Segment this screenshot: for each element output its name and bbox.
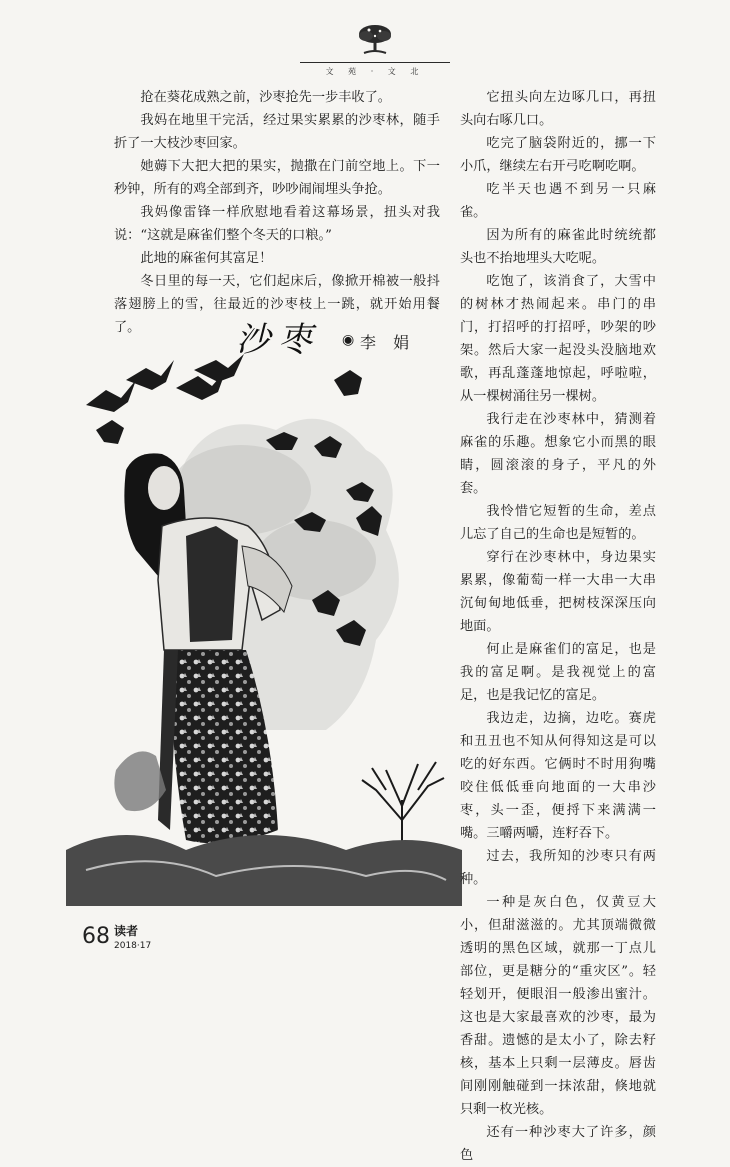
right-paragraph: 何止是麻雀们的富足，也是我的富足啊。是我视觉上的富足，也是我记忆的富足。	[460, 642, 656, 703]
right-paragraph: 我边走，边摘，边吃。赛虎和丑丑也不知从何得知这是可以吃的好东西。它俩时不时用狗嘴咬住低低垂向地面的一大串沙枣，头一歪，便捋下来满满一嘴。三嚼两嚼，连籽吞下。	[460, 711, 656, 841]
girl-with-birds-illustration	[66, 350, 462, 906]
article-author: 李 娟	[360, 333, 416, 352]
right-paragraph: 我怜惜它短暂的生命，差点儿忘了自己的生命也是短暂的。	[460, 504, 656, 542]
right-paragraph: 穿行在沙枣林中，身边果实累累，像葡萄一样一大串一大串沉甸甸地低垂，把树枝深深压向地面。	[460, 550, 656, 634]
tree-icon	[356, 22, 394, 56]
left-paragraph: 冬日里的每一天，它们起床后，像掀开棉被一般抖落翅膀上的雪，往最近的沙枣枝上一跳，就开始用餐了。	[114, 274, 440, 335]
issue-number: 2018·17	[114, 941, 152, 951]
author-mark-icon: ◉	[342, 332, 355, 348]
section-header	[300, 22, 450, 74]
article-title: 沙枣	[236, 320, 320, 360]
left-paragraph: 她薅下大把大把的果实，抛撒在门前空地上。下一秒钟，所有的鸡全部到齐，吵吵闹闹埋头争抢。	[114, 159, 440, 197]
left-paragraph: 此地的麻雀何其富足！	[140, 251, 273, 266]
right-paragraph: 吃完了脑袋附近的，挪一下小爪，继续左右开弓吃啊吃啊。	[460, 136, 656, 174]
right-paragraph: 吃饱了，该消食了，大雪中的树林才热闹起来。串门的串门，打招呼的打招呼，吵架的吵架。然后大家一起没头没脑地欢歌，再乱蓬蓬地惊起，呼啦啦，从一棵树涌往另一棵树。	[460, 274, 656, 404]
right-paragraph: 一种是灰白色，仅黄豆大小，但甜滋滋的。尤其顶端微微透明的黑色区域，就那一丁点儿部位，更是糖分的“重灾区”。轻轻划开，便眼泪一般渗出蜜汁。这也是大家最喜欢的沙枣，最为香甜。遗憾的是太小了，除去籽核，基本上只剩一层薄皮。唇齿间刚刚触碰到一抹浓甜，倏地就只剩一枚光核。	[460, 895, 656, 1117]
fox-figure	[114, 751, 166, 811]
page-number: 68	[82, 924, 110, 949]
left-paragraph: 抢在葵花成熟之前，沙枣抢先一步丰收了。	[140, 90, 391, 105]
right-paragraph: 吃半天也遇不到另一只麻雀。	[460, 182, 656, 220]
right-paragraph: 它扭头向左边啄几口，再扭头向右啄几口。	[460, 90, 656, 128]
section-label: 文 苑 · 文 北	[325, 67, 425, 76]
right-paragraph: 我行走在沙枣林中，猜测着麻雀的乐趣。想象它小而黑的眼睛，圆滚滚的身子，平凡的外套。	[460, 412, 656, 496]
right-paragraph: 还有一种沙枣大了许多，颜色	[460, 1125, 656, 1163]
left-paragraph: 我妈在地里干完活，经过果实累累的沙枣林，随手折了一大枝沙枣回家。	[114, 113, 440, 151]
left-paragraph: 我妈像雷锋一样欣慰地看着这幕场景，扭头对我说：“这就是麻雀们整个冬天的口粮。”	[114, 205, 440, 243]
right-paragraph: 过去，我所知的沙枣只有两种。	[460, 849, 656, 887]
right-text-column	[460, 86, 656, 1167]
left-text-column	[114, 86, 440, 339]
header-rule	[300, 62, 450, 63]
magazine-name: 读者	[114, 924, 139, 938]
right-paragraph: 因为所有的麻雀此时统统都头也不抬地埋头大吃呢。	[460, 228, 656, 266]
